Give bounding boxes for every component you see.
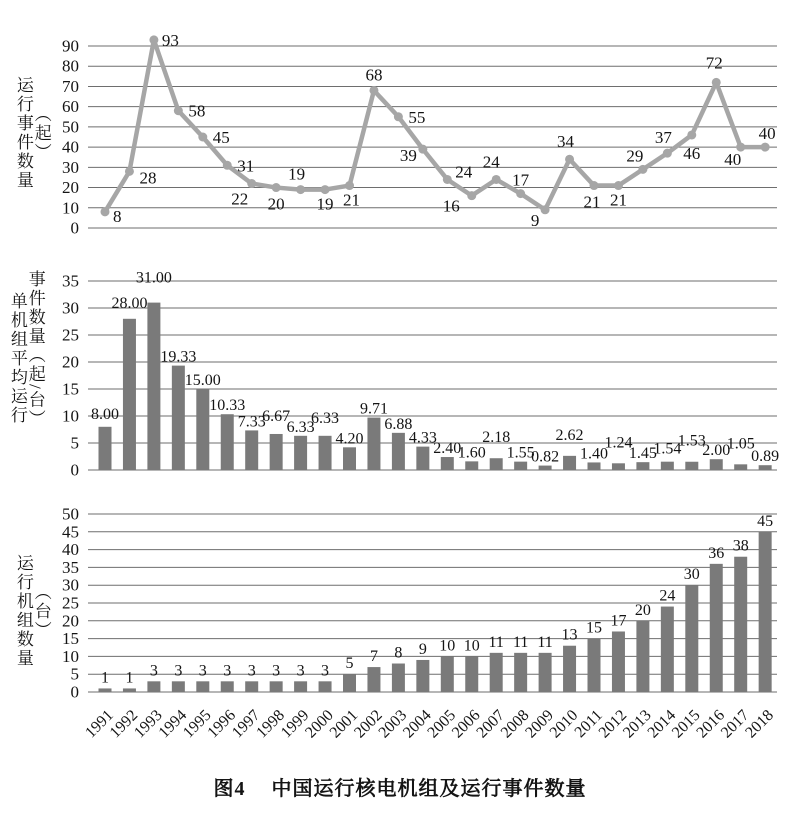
data-label: 10 bbox=[463, 637, 480, 655]
data-label: 1 bbox=[101, 669, 109, 687]
data-label: 24 bbox=[455, 162, 473, 182]
data-label: 40 bbox=[758, 124, 776, 144]
data-point bbox=[687, 130, 696, 139]
x-tick-year-label: 2018 bbox=[742, 706, 777, 742]
bar bbox=[710, 459, 723, 470]
data-label: 0.82 bbox=[531, 448, 560, 466]
bar bbox=[172, 681, 185, 692]
bar bbox=[99, 427, 112, 470]
bar bbox=[270, 434, 283, 470]
bar bbox=[514, 653, 527, 692]
bar bbox=[392, 433, 405, 470]
x-tick-year-label: 2017 bbox=[717, 706, 753, 742]
y-tick-label: 90 bbox=[62, 36, 79, 56]
data-label: 45 bbox=[212, 128, 230, 148]
x-tick-year-label: 1991 bbox=[82, 706, 117, 742]
bar bbox=[245, 430, 258, 470]
data-point bbox=[369, 86, 378, 95]
x-tick-year-label: 1994 bbox=[155, 706, 191, 742]
data-label: 31 bbox=[237, 156, 255, 176]
data-point bbox=[296, 185, 305, 194]
data-label: 4.33 bbox=[408, 429, 437, 447]
x-tick-year-label: 2004 bbox=[400, 706, 435, 742]
data-label: 7.33 bbox=[237, 413, 266, 431]
x-tick-year-label: 1997 bbox=[228, 706, 264, 742]
bar bbox=[294, 681, 307, 692]
data-point bbox=[223, 161, 232, 170]
data-label: 3 bbox=[296, 662, 305, 680]
y-tick-label: 0 bbox=[70, 218, 79, 238]
x-tick-year-label: 2002 bbox=[351, 706, 386, 742]
x-tick-year-label: 2011 bbox=[571, 706, 606, 742]
y-tick-label: 5 bbox=[70, 433, 79, 453]
bar bbox=[367, 418, 380, 470]
data-label: 21 bbox=[343, 190, 360, 210]
data-label: 36 bbox=[708, 544, 725, 562]
bar bbox=[270, 681, 283, 692]
bar bbox=[441, 656, 454, 692]
data-label: 30 bbox=[683, 566, 700, 584]
bar-chart-average-events bbox=[62, 270, 779, 480]
y-tick-label: 10 bbox=[62, 406, 79, 426]
bar bbox=[392, 664, 405, 692]
data-point bbox=[590, 181, 599, 190]
figure-caption-number: 图4 bbox=[213, 778, 246, 800]
y-tick-label: 40 bbox=[62, 540, 79, 560]
y-tick-label: 30 bbox=[62, 298, 79, 318]
bar bbox=[319, 681, 332, 692]
data-label: 1.40 bbox=[580, 445, 608, 463]
bar bbox=[343, 674, 356, 692]
data-label: 2.18 bbox=[482, 429, 511, 447]
bar bbox=[636, 462, 649, 470]
data-label: 16 bbox=[442, 196, 460, 216]
data-label: 4.20 bbox=[335, 430, 364, 448]
data-label: 37 bbox=[654, 128, 672, 148]
line-chart-events bbox=[62, 31, 777, 238]
data-label: 3 bbox=[174, 662, 183, 680]
x-tick-year-label: 1999 bbox=[277, 706, 313, 742]
data-label: 58 bbox=[188, 101, 206, 121]
x-tick-year-label: 1998 bbox=[253, 706, 288, 742]
data-point bbox=[149, 35, 158, 44]
data-label: 10.33 bbox=[209, 397, 246, 415]
x-tick-year-label: 1996 bbox=[204, 706, 240, 742]
y-tick-label: 10 bbox=[62, 646, 79, 666]
data-label: 38 bbox=[732, 537, 749, 555]
data-label: 2.00 bbox=[702, 442, 731, 460]
data-label: 34 bbox=[557, 132, 575, 152]
bar bbox=[759, 465, 772, 470]
data-label: 0.89 bbox=[751, 448, 780, 466]
bar bbox=[147, 303, 160, 470]
data-label: 20 bbox=[634, 601, 651, 619]
y-axis-label-units-unit: （台） bbox=[31, 582, 51, 640]
x-tick-year-label: 2009 bbox=[522, 706, 557, 742]
y-axis-label-average-left: 单机组平均运行 bbox=[7, 292, 27, 425]
data-label: 17 bbox=[512, 170, 530, 190]
bar bbox=[147, 681, 160, 692]
figure-caption bbox=[0, 772, 800, 801]
data-point bbox=[467, 191, 476, 200]
data-label: 6.33 bbox=[311, 409, 340, 427]
bar bbox=[319, 436, 332, 470]
x-tick-year-label: 2016 bbox=[693, 706, 729, 742]
data-label: 9.71 bbox=[359, 400, 388, 418]
data-label: 19 bbox=[316, 194, 334, 214]
data-point bbox=[198, 133, 207, 142]
data-label: 3 bbox=[198, 662, 207, 680]
x-tick-year-label: 2007 bbox=[473, 706, 509, 742]
bar bbox=[196, 681, 209, 692]
y-tick-label: 15 bbox=[62, 379, 79, 399]
bar bbox=[245, 681, 258, 692]
data-label: 6.88 bbox=[384, 415, 413, 433]
data-label: 21 bbox=[609, 190, 627, 210]
data-point bbox=[443, 175, 452, 184]
data-label: 3 bbox=[247, 662, 256, 680]
y-axis-label-events bbox=[14, 76, 50, 190]
x-tick-year-label: 1992 bbox=[106, 706, 142, 742]
data-label: 1.05 bbox=[726, 435, 755, 453]
bar bbox=[416, 660, 429, 692]
x-tick-year-label: 1993 bbox=[131, 706, 166, 742]
x-tick-year-label: 2014 bbox=[644, 706, 680, 742]
y-axis-label-average-right: 事件数量（起/台） bbox=[25, 270, 45, 429]
data-point bbox=[272, 183, 281, 192]
data-label: 1.53 bbox=[677, 432, 706, 450]
figure-caption-title: 中国运行核电机组及运行事件数量 bbox=[271, 778, 587, 800]
y-tick-label: 25 bbox=[62, 593, 79, 613]
data-label: 72 bbox=[705, 53, 723, 73]
x-tick-year-label: 2013 bbox=[620, 706, 655, 742]
bar bbox=[416, 447, 429, 470]
y-axis-label-events-text: 运行事件数量 bbox=[13, 76, 33, 190]
x-tick-year-label: 2008 bbox=[497, 706, 533, 742]
data-point bbox=[247, 179, 256, 188]
data-point bbox=[101, 207, 110, 216]
data-label: 22 bbox=[231, 189, 249, 209]
data-label: 1.45 bbox=[628, 445, 657, 463]
data-label: 40 bbox=[724, 150, 742, 170]
data-label: 28.00 bbox=[111, 294, 148, 312]
data-label: 24 bbox=[482, 152, 500, 172]
bar bbox=[636, 621, 649, 692]
data-label: 93 bbox=[161, 30, 179, 50]
data-label: 2.62 bbox=[555, 426, 584, 444]
data-label: 19.33 bbox=[160, 348, 197, 366]
data-point bbox=[761, 143, 770, 152]
bar bbox=[734, 464, 747, 470]
data-label: 8 bbox=[113, 206, 122, 226]
x-tick-year-label: 2005 bbox=[424, 706, 460, 742]
y-tick-label: 30 bbox=[62, 575, 79, 595]
bar bbox=[196, 389, 209, 470]
data-label: 11 bbox=[512, 633, 529, 651]
data-label: 3 bbox=[272, 662, 281, 680]
bar bbox=[465, 656, 478, 692]
bar bbox=[99, 688, 112, 692]
bar bbox=[294, 436, 307, 470]
data-point bbox=[125, 167, 134, 176]
data-label: 11 bbox=[488, 633, 504, 651]
y-tick-label: 5 bbox=[70, 664, 79, 684]
y-axis-label-average bbox=[8, 270, 44, 429]
data-label: 2.40 bbox=[433, 440, 462, 458]
data-label: 1.60 bbox=[457, 444, 486, 462]
data-label: 1 bbox=[125, 669, 134, 687]
x-tick-year-label: 1995 bbox=[179, 706, 215, 742]
bar bbox=[221, 414, 234, 470]
data-point bbox=[492, 175, 501, 184]
bar bbox=[685, 585, 698, 692]
y-tick-label: 15 bbox=[62, 629, 79, 649]
bar bbox=[123, 319, 136, 470]
data-label: 29 bbox=[626, 146, 644, 166]
data-label: 55 bbox=[408, 107, 426, 127]
events-line-series bbox=[105, 40, 765, 212]
data-point bbox=[345, 181, 354, 190]
data-label: 9 bbox=[418, 640, 427, 658]
y-tick-label: 60 bbox=[62, 97, 79, 117]
data-point bbox=[541, 205, 550, 214]
data-label: 3 bbox=[321, 662, 330, 680]
y-axis-label-events-unit: （起） bbox=[31, 104, 51, 162]
data-point bbox=[174, 106, 183, 115]
data-label: 1.24 bbox=[604, 434, 633, 452]
y-tick-label: 35 bbox=[62, 271, 79, 291]
bar bbox=[172, 366, 185, 470]
y-tick-label: 20 bbox=[62, 178, 79, 198]
y-tick-label: 0 bbox=[70, 460, 79, 480]
data-label: 20 bbox=[267, 194, 285, 214]
data-label: 46 bbox=[683, 143, 701, 163]
y-tick-label: 80 bbox=[62, 56, 79, 76]
bar bbox=[539, 466, 552, 470]
bar bbox=[661, 607, 674, 692]
y-tick-label: 0 bbox=[70, 682, 79, 702]
x-tick-year-label: 2000 bbox=[302, 706, 337, 742]
bar bbox=[367, 667, 380, 692]
data-label: 3 bbox=[149, 662, 158, 680]
data-label: 19 bbox=[288, 164, 306, 184]
y-tick-label: 50 bbox=[62, 504, 79, 524]
bar bbox=[123, 688, 136, 692]
bar bbox=[612, 463, 625, 470]
y-tick-label: 45 bbox=[62, 522, 79, 542]
data-label: 15.00 bbox=[184, 372, 221, 389]
x-tick-year-label: 2001 bbox=[326, 706, 362, 742]
data-label: 1.55 bbox=[506, 444, 535, 462]
bar bbox=[221, 681, 234, 692]
data-point bbox=[565, 155, 574, 164]
data-label: 31.00 bbox=[135, 269, 172, 287]
y-axis-label-units bbox=[14, 554, 50, 668]
data-label: 8.00 bbox=[91, 405, 119, 423]
data-point bbox=[394, 112, 403, 121]
data-point bbox=[321, 185, 330, 194]
data-label: 28 bbox=[139, 168, 157, 188]
data-label: 13 bbox=[561, 626, 578, 644]
data-label: 11 bbox=[537, 633, 553, 651]
y-tick-label: 20 bbox=[62, 352, 79, 372]
data-label: 15 bbox=[586, 619, 602, 637]
bar bbox=[441, 457, 454, 470]
x-tick-year-label: 2006 bbox=[448, 706, 484, 742]
bar bbox=[685, 462, 698, 470]
x-axis-year-labels bbox=[82, 707, 777, 742]
data-label: 21 bbox=[583, 192, 601, 212]
x-tick-year-label: 2010 bbox=[546, 706, 582, 742]
data-label: 7 bbox=[369, 648, 378, 666]
data-label: 10 bbox=[439, 637, 456, 655]
x-tick-year-label: 2003 bbox=[375, 706, 411, 742]
y-tick-label: 20 bbox=[62, 611, 79, 631]
bar bbox=[490, 458, 503, 470]
bar bbox=[710, 564, 723, 692]
bar bbox=[588, 639, 601, 692]
y-tick-label: 40 bbox=[62, 137, 79, 157]
data-label: 3 bbox=[223, 662, 232, 680]
bar bbox=[539, 653, 552, 692]
data-point bbox=[663, 149, 672, 158]
bar bbox=[563, 456, 576, 470]
data-point bbox=[516, 189, 525, 198]
y-tick-label: 50 bbox=[62, 117, 79, 137]
data-point bbox=[614, 181, 623, 190]
y-tick-label: 25 bbox=[62, 325, 79, 345]
data-label: 17 bbox=[610, 612, 627, 630]
y-tick-label: 10 bbox=[62, 198, 79, 218]
data-label: 24 bbox=[659, 587, 676, 605]
bar bbox=[514, 462, 527, 470]
x-tick-year-label: 2015 bbox=[668, 706, 704, 742]
bar bbox=[563, 646, 576, 692]
x-tick-year-label: 2012 bbox=[595, 706, 631, 742]
bar bbox=[490, 653, 503, 692]
bar bbox=[343, 447, 356, 470]
bar bbox=[612, 631, 625, 692]
data-label: 45 bbox=[757, 512, 774, 530]
y-tick-label: 35 bbox=[62, 557, 79, 577]
bar-chart-operating-units bbox=[62, 505, 777, 702]
data-label: 68 bbox=[365, 65, 383, 85]
bar bbox=[465, 461, 478, 470]
data-point bbox=[418, 145, 427, 154]
y-tick-label: 30 bbox=[62, 157, 79, 177]
bar bbox=[588, 462, 601, 470]
data-point bbox=[712, 78, 721, 87]
data-label: 5 bbox=[345, 655, 354, 673]
data-label: 8 bbox=[394, 644, 403, 662]
data-label: 6.33 bbox=[286, 418, 315, 436]
data-label: 9 bbox=[530, 210, 540, 230]
data-label: 1.54 bbox=[653, 440, 682, 458]
bar bbox=[759, 532, 772, 692]
bar bbox=[661, 462, 674, 470]
bar bbox=[734, 557, 747, 692]
y-axis-label-units-text: 运行机组数量 bbox=[13, 554, 33, 668]
y-tick-label: 70 bbox=[62, 76, 79, 96]
data-label: 39 bbox=[399, 146, 417, 166]
data-point bbox=[638, 165, 647, 174]
data-label: 6.67 bbox=[262, 407, 291, 425]
